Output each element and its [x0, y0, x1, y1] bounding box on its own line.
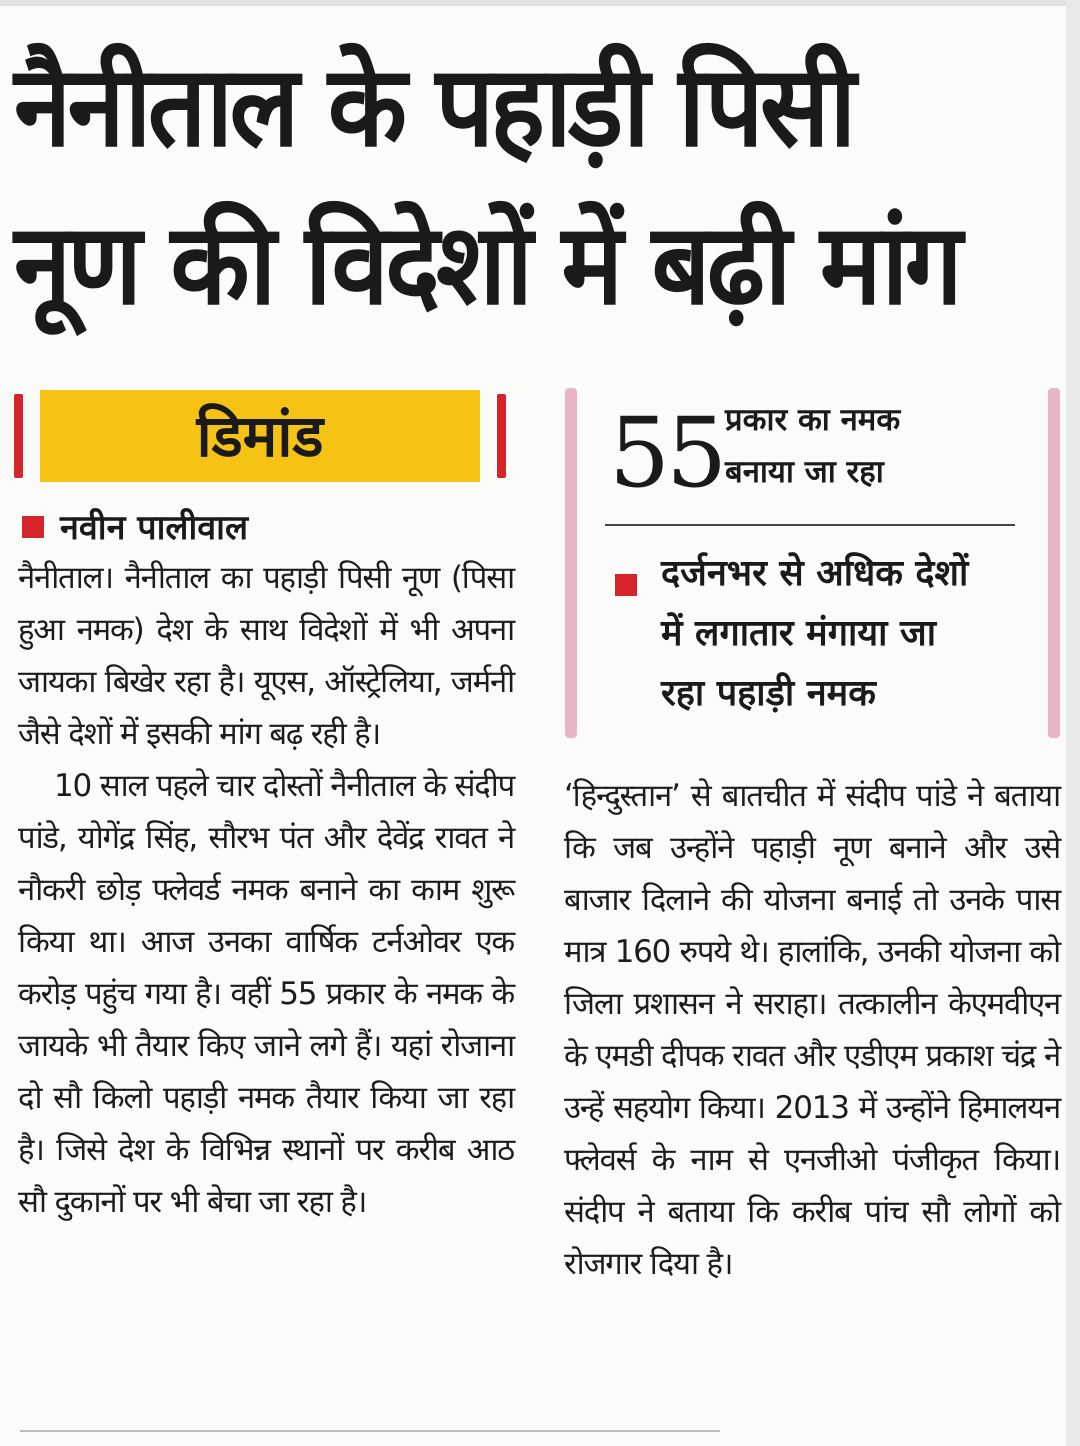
- pink-bar-right: [1048, 388, 1060, 738]
- headline-line-2: नूण की विदेशों में बढ़ी मांग: [14, 200, 959, 330]
- red-square-icon: [615, 574, 637, 596]
- divider: [605, 524, 1015, 526]
- paragraph: नैनीताल। नैनीताल का पहाड़ी पिसी नूण (पिसा हुआ नमक) देश के साथ विदेशों में भी अपना जायका बिखेर रहा है। यूएस, ऑस्ट्रेलिया, जर्मनी जैसे देशों में इसकी मांग बढ़ रही है।: [18, 560, 514, 752]
- highlight-point: [615, 544, 1035, 724]
- tag-bar-left: [14, 394, 23, 478]
- headline-line-1: नैनीताल के पहाड़ी पिसी: [14, 42, 853, 172]
- bottom-divider: [20, 1430, 720, 1432]
- highlight-box: [565, 388, 1060, 740]
- point-line: में लगातार मंगाया जा: [661, 613, 937, 654]
- headline: [14, 28, 971, 344]
- tag-label: डिमांड: [40, 390, 480, 482]
- highlight-number: 55: [609, 397, 724, 509]
- paragraph: 10 साल पहले चार दोस्तों नैनीताल के संदीप पांडे, योगेंद्र सिंह, सौरभ पंत और देवेंद्र रावत ने नौकरी छोड़ फ्लेवर्ड नमक बनाने का काम शुरू किया था। आज उनका वार्षिक टर्नओवर एक करोड़ पहुंच गया है। वहीं 55 प्रकार के नमक के जायके भी तैयार किए जाने लगे हैं। यहां रोजाना दो सौ किलो पहाड़ी नमक तैयार किया जा रहा है। जिसे देश के विभिन्न स्थानों पर करीब आठ सौ दुकानों पर भी बेचा जा रहा है।: [18, 768, 514, 1220]
- section-tag: [14, 390, 506, 482]
- pink-bar-left: [565, 388, 577, 738]
- point-line: दर्जनभर से अधिक देशों: [661, 553, 969, 594]
- caption-line: प्रकार का नमक: [725, 402, 901, 438]
- red-square-icon: [22, 516, 44, 538]
- right-edge: [1066, 0, 1080, 1446]
- tag-bar-right: [497, 394, 506, 478]
- paragraph: ‘हिन्दुस्तान’ से बातचीत में संदीप पांडे ने बताया कि जब उन्होंने पहाड़ी नूण बनाने और उसे बाजार दिलाने की योजना बनाई तो उनके पास मात्र 160 रुपये थे। हालांकि, उनकी योजना को जिला प्रशासन ने सराहा। तत्कालीन केएमवीएन के एमडी दीपक रावत और एडीएम प्रकाश चंद्र ने उन्हें सहयोग किया। 2013 में उन्होंने हिमालयन फ्लेवर्स के नाम से एनजीओ पंजीकृत किया। संदीप ने बताया कि करीब पांच सौ लोगों को रोजगार दिया है।: [564, 778, 1060, 1282]
- caption-line: बनाया जा रहा: [725, 454, 884, 490]
- point-text: [661, 544, 1035, 724]
- point-line: रहा पहाड़ी नमक: [661, 673, 876, 714]
- top-edge: [0, 0, 1080, 6]
- highlight-caption: [725, 394, 1025, 498]
- body-column-right: [564, 770, 1060, 1290]
- byline-name: नवीन पालीवाल: [60, 508, 249, 548]
- body-column-left: [18, 552, 514, 1228]
- byline: [22, 504, 248, 552]
